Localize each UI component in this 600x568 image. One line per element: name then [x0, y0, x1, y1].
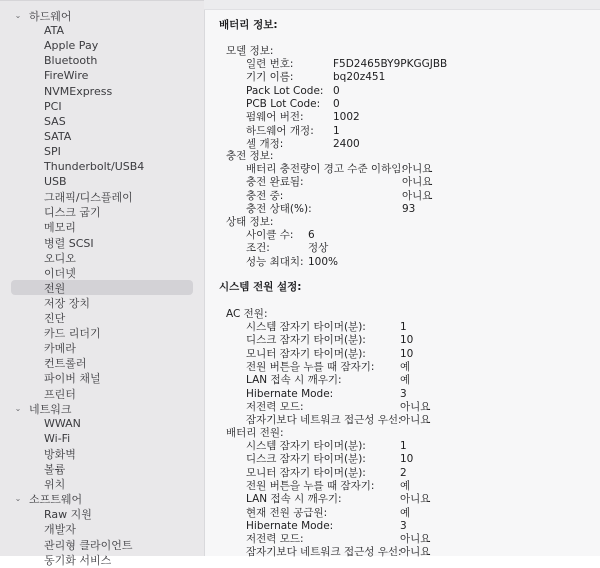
- status-value: 정상: [308, 242, 329, 254]
- sidebar-item[interactable]: 오디오: [44, 251, 76, 265]
- ac-value: 1: [400, 321, 407, 333]
- sidebar-item[interactable]: 위치: [44, 477, 66, 491]
- system-power-title: 시스템 전원 설정:: [219, 281, 302, 293]
- battery_power-label: 현재 전원 공급원:: [246, 507, 328, 519]
- sidebar-item[interactable]: Apple Pay: [44, 39, 99, 52]
- sidebar-item[interactable]: FireWire: [44, 69, 89, 82]
- battery_power-label: 디스크 잠자기 타이머(분):: [246, 453, 366, 465]
- ac-value: 아니요: [400, 401, 431, 413]
- sidebar-item[interactable]: 카메라: [44, 341, 76, 355]
- battery_power-label: 시스템 잠자기 타이머(분):: [246, 440, 366, 452]
- sidebar-group-1[interactable]: [0, 401, 204, 416]
- panel-top-bar: [204, 0, 600, 10]
- sidebar: [0, 0, 204, 567]
- sidebar-item[interactable]: Wi-Fi: [44, 432, 71, 445]
- charge-label: 충전 상태(%):: [246, 203, 312, 215]
- chevron-down-icon[interactable]: ⌄: [14, 11, 22, 20]
- battery_power-label: 전원 버튼을 누를 때 잠자기:: [246, 480, 375, 492]
- sidebar-group-label: 하드웨어: [29, 9, 72, 23]
- battery_power-value: 2: [400, 467, 407, 479]
- ac-value: 10: [400, 334, 414, 346]
- battery_power-value: 3: [400, 520, 407, 532]
- sidebar-item[interactable]: 카드 리더기: [44, 326, 101, 340]
- chevron-down-icon[interactable]: ⌄: [14, 404, 22, 413]
- battery_power-value: 아니요: [400, 533, 431, 545]
- status-label: 성능 최대치:: [246, 256, 304, 268]
- sidebar-group-label: 소프트웨어: [29, 492, 83, 506]
- model-value: 1002: [333, 111, 360, 123]
- charge-value: 아니요: [402, 163, 433, 175]
- sidebar-item[interactable]: 전원: [11, 280, 193, 295]
- model-info-header: 모델 정보:: [226, 45, 274, 57]
- chevron-down-icon[interactable]: ⌄: [14, 494, 22, 503]
- ac-power-header: AC 전원:: [226, 308, 268, 320]
- sidebar-item[interactable]: 파이버 채널: [44, 371, 101, 385]
- model-label: Pack Lot Code:: [246, 85, 324, 97]
- battery-power-header: 배터리 전원:: [226, 427, 284, 439]
- detail-panel: [204, 0, 600, 556]
- model-label: PCB Lot Code:: [246, 98, 321, 110]
- sidebar-item[interactable]: PCI: [44, 100, 62, 113]
- model-value: 1: [333, 125, 340, 137]
- sidebar-group-2[interactable]: [0, 491, 204, 506]
- sidebar-item[interactable]: NVMExpress: [44, 85, 113, 98]
- ac-value: 3: [400, 388, 407, 400]
- sidebar-item[interactable]: 메모리: [44, 220, 76, 234]
- ac-value: 예: [400, 374, 411, 386]
- battery_power-label: 모니터 잠자기 타이머(분):: [246, 467, 366, 479]
- ac-label: 모니터 잠자기 타이머(분):: [246, 348, 366, 360]
- sidebar-item[interactable]: 병렬 SCSI: [44, 236, 94, 250]
- model-value: F5D2465BY9PKGGJBB: [333, 58, 448, 70]
- battery_power-value: 1: [400, 440, 407, 452]
- ac-label: LAN 접속 시 깨우기:: [246, 374, 342, 386]
- charge-value: 93: [402, 203, 416, 215]
- sidebar-item[interactable]: ATA: [44, 24, 65, 37]
- charge-label: 배터리 충전량이 경고 수준 이하임:: [246, 163, 405, 175]
- charge-label: 충전 완료됨:: [246, 176, 304, 188]
- model-label: 셀 개정:: [246, 138, 284, 150]
- battery_power-label: Hibernate Mode:: [246, 520, 334, 532]
- sidebar-item[interactable]: WWAN: [44, 417, 81, 430]
- sidebar-item[interactable]: Thunderbolt/USB4: [44, 160, 145, 173]
- ac-label: 잠자기보다 네트워크 접근성 우선:: [246, 414, 402, 426]
- ac-label: 디스크 잠자기 타이머(분):: [246, 334, 366, 346]
- status-info-header: 상태 정보:: [226, 216, 274, 228]
- sidebar-item[interactable]: Raw 지원: [44, 507, 92, 521]
- panel-separator: [204, 0, 205, 556]
- model-value: 0: [333, 85, 340, 97]
- sidebar-item[interactable]: SATA: [44, 130, 72, 143]
- battery_power-value: 아니요: [400, 546, 431, 558]
- sidebar-item[interactable]: USB: [44, 175, 67, 188]
- ac-value: 아니요: [400, 414, 431, 426]
- charge-value: 아니요: [402, 190, 433, 202]
- sidebar-item[interactable]: 관리형 클라이언트: [44, 538, 133, 552]
- sidebar-item[interactable]: 그래픽/디스플레이: [44, 190, 133, 204]
- sidebar-item[interactable]: 저장 장치: [44, 296, 91, 310]
- charge-info-header: 충전 정보:: [226, 150, 274, 162]
- sidebar-group-0[interactable]: [0, 8, 204, 23]
- model-value: 2400: [333, 138, 360, 150]
- model-label: 기기 이름:: [246, 71, 294, 83]
- ac-label: Hibernate Mode:: [246, 388, 334, 400]
- model-value: bq20z451: [333, 71, 386, 83]
- sidebar-item[interactable]: 디스크 굽기: [44, 205, 101, 219]
- sidebar-item[interactable]: SPI: [44, 145, 61, 158]
- sidebar-item[interactable]: Bluetooth: [44, 54, 98, 67]
- battery_power-value: 예: [400, 507, 411, 519]
- sidebar-group-label: 네트워크: [29, 402, 72, 416]
- battery_power-value: 아니요: [400, 493, 431, 505]
- status-value: 100%: [308, 256, 339, 268]
- sidebar-item[interactable]: 이더넷: [44, 266, 76, 280]
- battery_power-label: 잠자기보다 네트워크 접근성 우선:: [246, 546, 402, 558]
- ac-value: 10: [400, 348, 414, 360]
- sidebar-item[interactable]: 진단: [44, 311, 66, 325]
- status-label: 사이클 수:: [246, 229, 294, 241]
- battery_power-value: 예: [400, 480, 411, 492]
- sidebar-item[interactable]: 컨트롤러: [44, 356, 87, 370]
- model-label: 하드웨어 개정:: [246, 125, 314, 137]
- sidebar-item[interactable]: 방화벽: [44, 447, 76, 461]
- model-value: 0: [333, 98, 340, 110]
- sidebar-item[interactable]: 개발자: [44, 522, 76, 536]
- sidebar-top-divider: [0, 0, 204, 1]
- battery_power-label: 저전력 모드:: [246, 533, 304, 545]
- battery_power-label: LAN 접속 시 깨우기:: [246, 493, 342, 505]
- battery-info-title: 배터리 정보:: [219, 19, 278, 31]
- battery_power-value: 10: [400, 453, 414, 465]
- ac-label: 전원 버튼을 누를 때 잠자기:: [246, 361, 375, 373]
- sidebar-item[interactable]: SAS: [44, 115, 66, 128]
- sidebar-item[interactable]: 프린터: [44, 387, 76, 401]
- model-label: 펌웨어 버전:: [246, 111, 304, 123]
- charge-value: 아니요: [402, 176, 433, 188]
- status-label: 조건:: [246, 242, 270, 254]
- charge-label: 충전 중:: [246, 190, 284, 202]
- sidebar-item[interactable]: 동기화 서비스: [44, 553, 112, 567]
- status-value: 6: [308, 229, 315, 241]
- ac-value: 예: [400, 361, 411, 373]
- ac-label: 저전력 모드:: [246, 401, 304, 413]
- ac-label: 시스템 잠자기 타이머(분):: [246, 321, 366, 333]
- sidebar-item[interactable]: 볼륨: [44, 462, 66, 476]
- model-label: 일련 번호:: [246, 58, 294, 70]
